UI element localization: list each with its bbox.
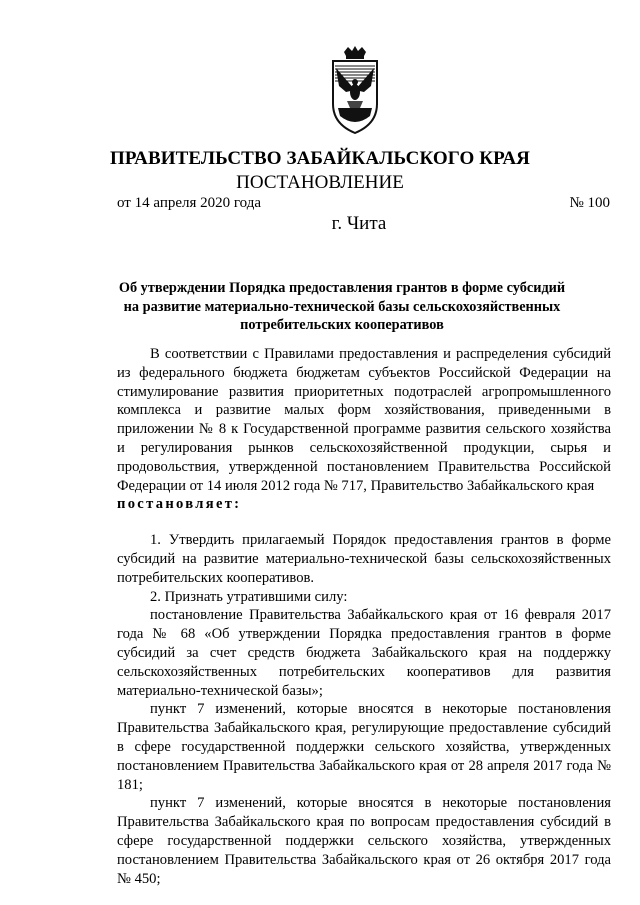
- document-date: от 14 апреля 2020 года: [117, 195, 262, 211]
- coat-of-arms-icon: [330, 46, 380, 136]
- item-2-decree-181: пункт 7 изменений, которые вносятся в некоторые постановления Правительства Забайкальского края, регулирующие предоставление субсидий в сфере государственной поддержки сельского хозяйства, утвержденных постановлением Правительства Забайкальского края от 28 апреля 2017 года № 181;: [117, 701, 611, 793]
- government-name: ПРАВИТЕЛЬСТВО ЗАБАЙКАЛЬСКОГО КРАЯ: [109, 148, 530, 169]
- document-body: [117, 345, 611, 888]
- document-title: Об утверждении Порядка предоставления грантов в форме субсидий на развитие материально-технической базы сельскохозяйственных потребительских кооперативов: [118, 280, 566, 333]
- item-2-decree-68: постановление Правительства Забайкальского края от 16 февраля 2017 года № 68 «Об утверждении Порядка предоставления грантов в форме субсидий за счет средств бюджета Забайкальского края на поддержку сельскохозяйственных потребительских кооперативов для развития материально-технической базы»;: [117, 607, 611, 699]
- resolves-word: постановляет:: [117, 496, 242, 513]
- document-type: ПОСТАНОВЛЕНИЕ: [236, 172, 404, 193]
- item-1: 1. Утвердить прилагаемый Порядок предоставления грантов в форме субсидий на развитие материально-технической базы сельскохозяйственных потребительских кооперативов.: [117, 532, 611, 586]
- item-2: 2. Признать утратившими силу:: [150, 588, 348, 605]
- preamble-text: В соответствии с Правилами предоставления и распределения субсидий из федерального бюджета бюджетам субъектов Российской Федерации на стимулирование развития приоритетных подотраслей агропромышленного комплекса и развитие малых форм хозяйствования, приведенными в приложении № 8 к Государственной программе развития сельского хозяйства и регулирования рынков сельскохозяйственной продукции, сырья и продовольствия, утвержденной постановлением Правительства Российской Федерации от 14 июля 2012 года № 717, Правительство Забайкальского края: [117, 346, 611, 494]
- city: г. Чита: [331, 213, 387, 234]
- document-number: № 100: [569, 195, 610, 211]
- item-2-decree-450: пункт 7 изменений, которые вносятся в некоторые постановления Правительства Забайкальского края по вопросам предоставления субсидий в сфере государственной поддержки сельского хозяйства, утвержденных постановлением Правительства Забайкальского края от 26 октября 2017 года № 450;: [117, 795, 611, 887]
- preamble-paragraph: [117, 345, 611, 514]
